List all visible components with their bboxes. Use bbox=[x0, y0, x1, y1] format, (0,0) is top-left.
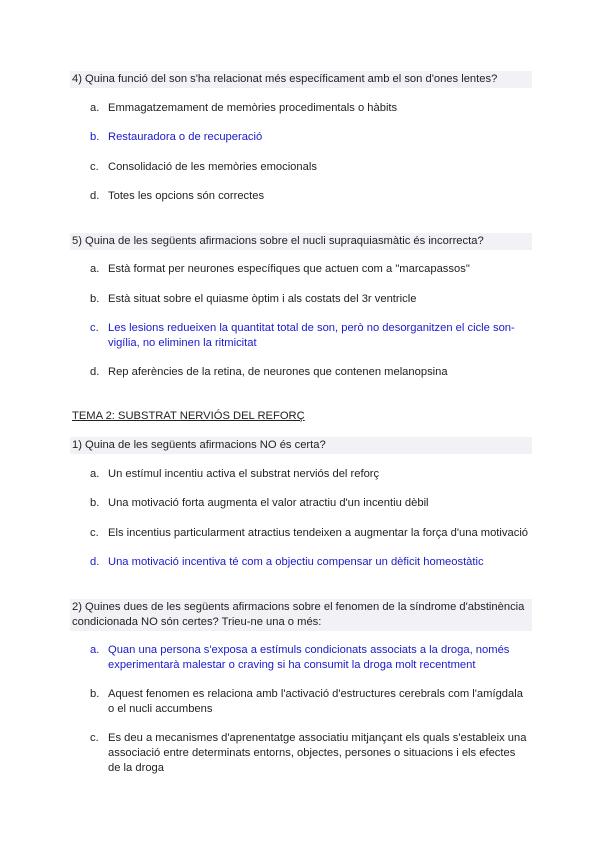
option-text: Un estímul incentiu activa el substrat nerviós del reforç bbox=[108, 468, 380, 480]
t2q2-option-b[interactable] bbox=[90, 687, 530, 717]
t2q2-option-a[interactable] bbox=[90, 643, 530, 673]
q4-option-d[interactable] bbox=[90, 189, 530, 204]
option-letter: b. bbox=[90, 688, 100, 700]
t2q1-option-d[interactable] bbox=[90, 555, 530, 570]
section-title: TEMA 2: SUBSTRAT NERVIÓS DEL REFORÇ bbox=[72, 410, 305, 422]
option-text: Quan una persona s'exposa a estímuls condicionats associats a la droga, només experimentarà malestar o craving si ha consumit la droga molt recentment bbox=[108, 644, 510, 671]
option-text: Està situat sobre el quiasme òptim i als costats del 3r ventricle bbox=[108, 293, 417, 305]
option-text: Les lesions redueixen la quantitat total de son, però no desorganitzen el cicle son-vigília, no eliminen la ritmicitat bbox=[108, 322, 515, 349]
option-letter: a. bbox=[90, 102, 100, 114]
option-text: Es deu a mecanismes d'aprenentatge associatiu mitjançant els quals s'estableix una associació entre determinats entorns, objectes, persones o situacions i els efectes de la droga bbox=[108, 732, 527, 774]
q5-option-c[interactable] bbox=[90, 321, 530, 351]
option-letter: d. bbox=[90, 190, 100, 202]
t2-question-2: 2) Quines dues de les següents afirmacions sobre el fenomen de la síndrome d'abstinència condicionada NO són certes? Trieu-ne una o més: bbox=[70, 599, 532, 631]
option-letter: d. bbox=[90, 366, 100, 378]
option-letter: a. bbox=[90, 468, 100, 480]
t2q2-option-c[interactable] bbox=[90, 731, 530, 776]
option-letter: c. bbox=[90, 161, 99, 173]
t2q1-option-c[interactable] bbox=[90, 526, 530, 541]
option-text: Restauradora o de recuperació bbox=[108, 131, 263, 143]
option-letter: c. bbox=[90, 527, 99, 539]
option-text: Els incentius particularment atractius tendeixen a augmentar la força d'una motivació bbox=[108, 527, 529, 539]
q4-option-b[interactable] bbox=[90, 130, 530, 145]
question-4: 4) Quina funció del son s'ha relacionat més específicament amb el son d'ones lentes? bbox=[70, 71, 532, 88]
option-letter: d. bbox=[90, 556, 100, 568]
option-text: Una motivació incentiva té com a objectiu compensar un dèficit homeostàtic bbox=[108, 556, 484, 568]
option-letter: b. bbox=[90, 293, 100, 305]
option-text: Aquest fenomen es relaciona amb l'activació d'estructures cerebrals com l'amígdala o el nucli accumbens bbox=[108, 688, 523, 715]
option-letter: c. bbox=[90, 322, 99, 334]
option-letter: c. bbox=[90, 732, 99, 744]
t2q1-option-b[interactable] bbox=[90, 496, 530, 511]
option-text: Està format per neurones específiques que actuen com a "marcapassos" bbox=[108, 263, 470, 275]
q5-option-b[interactable] bbox=[90, 292, 530, 307]
option-letter: a. bbox=[90, 644, 100, 656]
option-text: Rep aferències de la retina, de neurones que contenen melanopsina bbox=[108, 366, 448, 378]
option-text: Emmagatzemament de memòries procedimentals o hàbits bbox=[108, 102, 398, 114]
q5-option-a[interactable] bbox=[90, 262, 530, 277]
option-letter: a. bbox=[90, 263, 100, 275]
question-5: 5) Quina de les següents afirmacions sobre el nucli supraquiasmàtic és incorrecta? bbox=[70, 233, 532, 250]
t2-question-1: 1) Quina de les següents afirmacions NO és certa? bbox=[70, 437, 532, 454]
option-text: Totes les opcions són correctes bbox=[108, 190, 265, 202]
option-letter: b. bbox=[90, 131, 100, 143]
q4-option-c[interactable] bbox=[90, 160, 530, 175]
t2q1-option-a[interactable] bbox=[90, 467, 530, 482]
option-letter: b. bbox=[90, 497, 100, 509]
option-text: Una motivació forta augmenta el valor atractiu d'un incentiu dèbil bbox=[108, 497, 429, 509]
option-text: Consolidació de les memòries emocionals bbox=[108, 161, 317, 173]
q5-option-d[interactable] bbox=[90, 365, 530, 380]
q4-option-a[interactable] bbox=[90, 101, 530, 116]
